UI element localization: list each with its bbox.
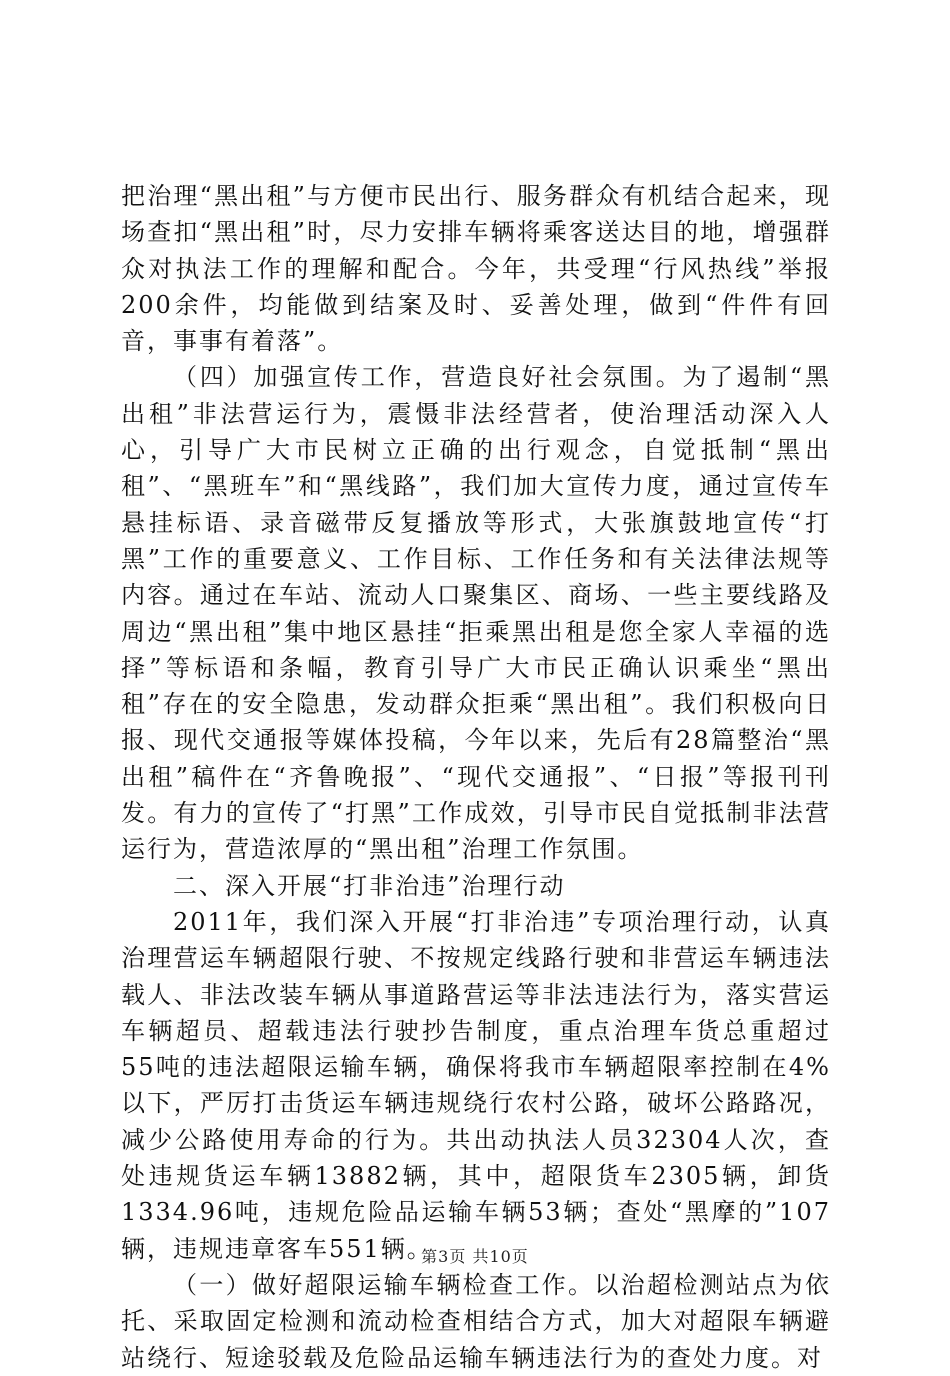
paragraph-enforcement: 2011年，我们深入开展“打非治违”专项治理行动，认真治理营运车辆超限行驶、不按规定线路行驶和非营运车辆违法载人、非法改装车辆从事道路营运等非法违法行为，落实营运车辆超员、超载违法行驶抄告制度，重点治理车货总重超过55吨的违法超限运输车辆，确保将我市车辆超限率控制在4%以下，严厉打击货运车辆违规绕行农村公路，破坏公路路况，减少公路使用寿命的行为。共出动执法人员32304人次，查处违规货运车辆13882辆，其中，超限货车2305辆，卸货1334.96吨，违规危险品运输车辆53辆；查处“黑摩的”107辆，违规违章客车551辆。 — [121, 907, 831, 1263]
section-heading: 二、深入开展“打非治违”治理行动 — [173, 871, 566, 900]
document-body — [121, 178, 831, 1376]
paragraph-continuation: 把治理“黑出租”与方便市民出行、服务群众有机结合起来，现场查扣“黑出租”时，尽力安排车辆将乘客送达目的地，增强群众对执法工作的理解和配合。今年，共受理“行风热线”举报200余件，均能做到结案及时、妥善处理，做到“件件有回音，事事有着落”。 — [121, 182, 831, 356]
paragraph-overload-inspection: （一）做好超限运输车辆检查工作。以治超检测站点为依托、采取固定检测和流动检查相结合方式，加大对超限车辆避站绕行、短途驳载及危险品运输车辆违法行为的查处力度。对 — [121, 1270, 831, 1372]
page-number-footer: 第3页 共10页 — [421, 1247, 529, 1266]
paragraph-publicity: （四）加强宣传工作，营造良好社会氛围。为了遏制“黑出租”非法营运行为，震慑非法经营者，使治理活动深入人心，引导广大市民树立正确的出行观念，自觉抵制“黑出租”、“黑班车”和“黑线路”，我们加大宣传力度，通过宣传车悬挂标语、录音磁带反复播放等形式，大张旗鼓地宣传“打黑”工作的重要意义、工作目标、工作任务和有关法律法规等内容。通过在车站、流动人口聚集区、商场、一些主要线路及周边“黑出租”集中地区悬挂“拒乘黑出租是您全家人幸福的选择”等标语和条幅，教育引导广大市民正确认识乘坐“黑出租”存在的安全隐患，发动群众拒乘“黑出租”。我们积极向日报、现代交通报等媒体投稿，今年以来，先后有28篇整治“黑出租”稿件在“齐鲁晚报”、“现代交通报”、“日报”等报刊刊发。有力的宣传了“打黑”工作成效，引导市民自觉抵制非法营运行为，营造浓厚的“黑出租”治理工作氛围。 — [121, 363, 831, 864]
